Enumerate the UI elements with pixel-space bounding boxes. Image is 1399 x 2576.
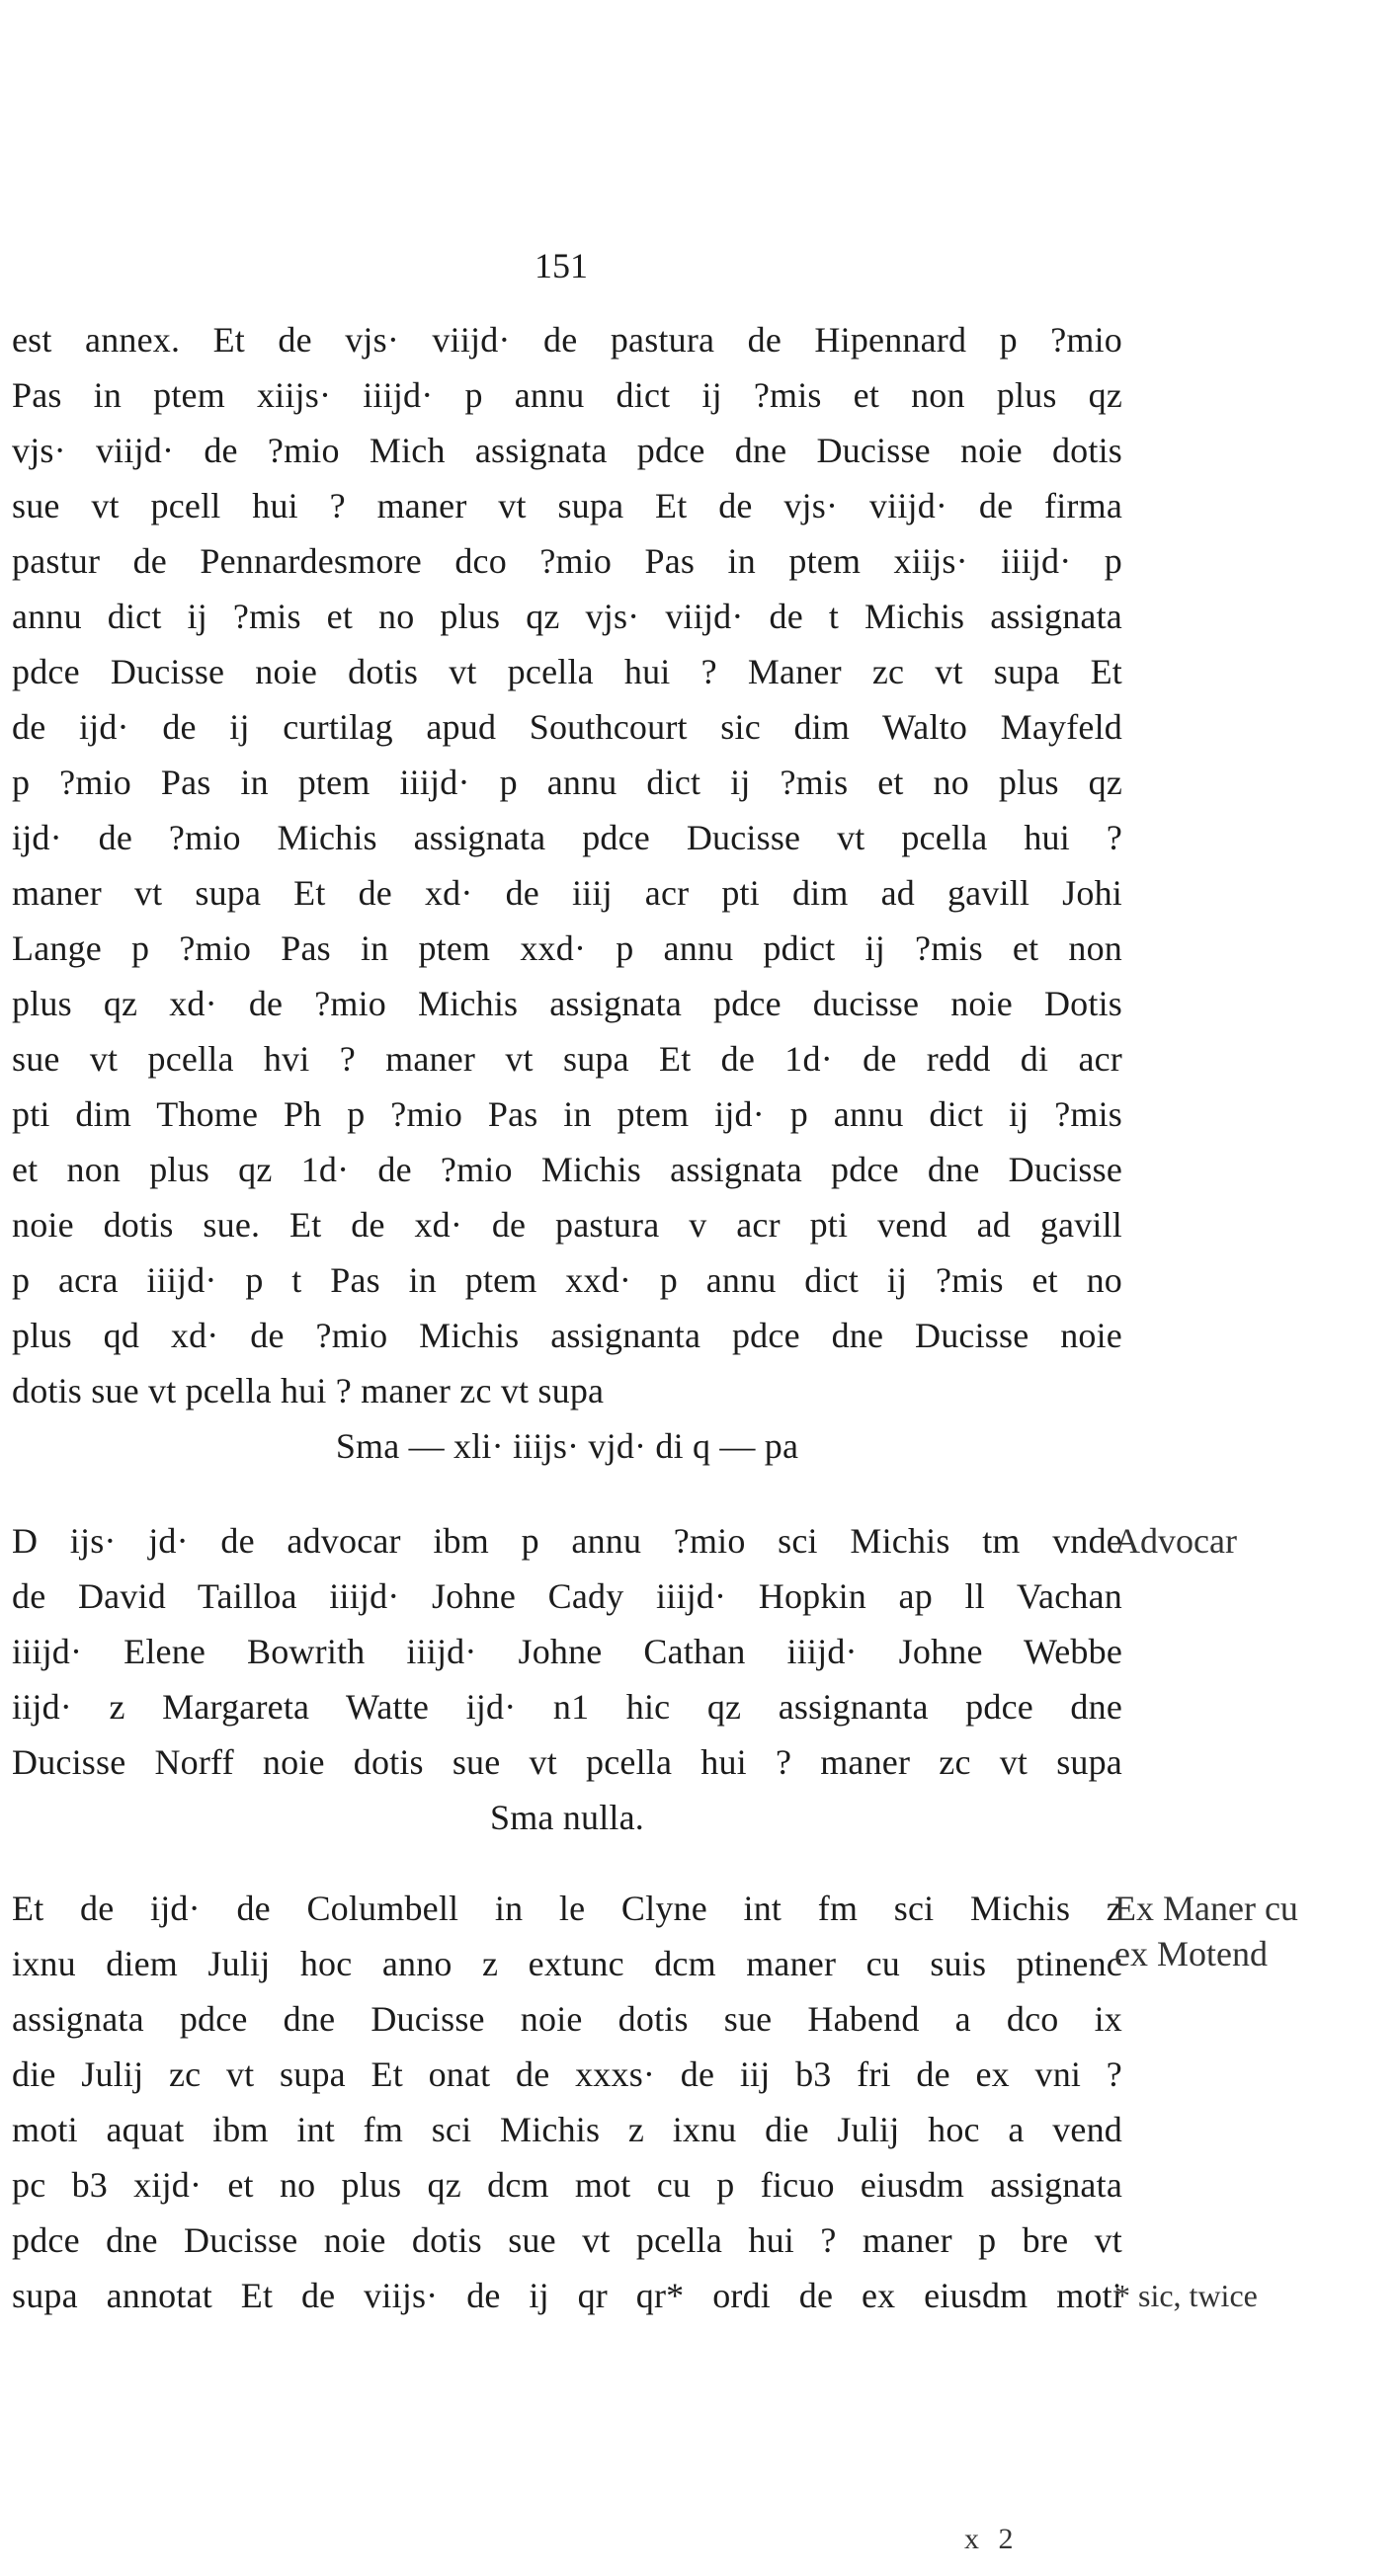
text-line: pastur de Pennardesmore dco ?mio Pas in ptem xiijs· iiijd· p	[12, 541, 1122, 581]
text-line: noie dotis sue. Et de xd· de pastura v acr pti vend ad gavill	[12, 1205, 1122, 1245]
text-line: ijd· de ?mio Michis assignata pdce Ducisse vt pcella hui ?	[12, 818, 1122, 857]
paragraph-2	[12, 1513, 1122, 1845]
text-line: Et de ijd· de Columbell in le Clyne int fm sci Michis z	[12, 1889, 1122, 1928]
text-line: dotis sue vt pcella hui ? maner zc vt supa	[12, 1371, 605, 1410]
page-number: 151	[535, 246, 588, 285]
text-line: sue vt pcell hui ? maner vt supa Et de vjs· viijd· de firma	[12, 486, 1122, 525]
text-line: et non plus qz 1d· de ?mio Michis assignata pdce dne Ducisse	[12, 1150, 1122, 1189]
text-line: est annex. Et de vjs· viijd· de pastura de Hipennard p ?mio	[12, 320, 1122, 360]
text-line: iijd· z Margareta Watte ijd· n1 hic qz assignanta pdce dne	[12, 1687, 1122, 1727]
text-line: die Julij zc vt supa Et onat de xxxs· de iij b3 fri de ex vni ?	[12, 2054, 1122, 2094]
text-line: assignata pdce dne Ducisse noie dotis sue Habend a dco ix	[12, 1999, 1122, 2039]
text-line: de ijd· de ij curtilag apud Southcourt sic dim Walto Mayfeld	[12, 707, 1122, 747]
text-line: supa annotat Et de viijs· de ij qr qr* ordi de ex eiusdm moti	[12, 2276, 1122, 2315]
text-line: Pas in ptem xiijs· iiijd· p annu dict ij ?mis et non plus qz	[12, 375, 1122, 415]
text-line: moti aquat ibm int fm sci Michis z ixnu die Julij hoc a vend	[12, 2110, 1122, 2149]
text-line: sue vt pcella hvi ? maner vt supa Et de 1d· de redd di acr	[12, 1039, 1122, 1079]
text-line: plus qz xd· de ?mio Michis assignata pdce ducisse noie Dotis	[12, 984, 1122, 1023]
text-line: pc b3 xijd· et no plus qz dcm mot cu p ficuo eiusdm assignata	[12, 2165, 1122, 2205]
paragraph-3	[12, 1881, 1122, 2323]
text-line: Lange p ?mio Pas in ptem xxd· p annu pdict ij ?mis et non	[12, 928, 1122, 968]
summa-line: Sma — xli· iiijs· vjd· di q — pa	[335, 1426, 799, 1466]
text-line: pti dim Thome Ph p ?mio Pas in ptem ijd· p annu dict ij ?mis	[12, 1094, 1122, 1134]
text-line: maner vt supa Et de xd· de iiij acr pti dim ad gavill Johi	[12, 873, 1122, 913]
signature-mark: x 2	[964, 2523, 1020, 2555]
margin-note-ex-maner: Ex Maner cu	[1114, 1889, 1298, 1928]
text-line: Ducisse Norff noie dotis sue vt pcella hui ? maner zc vt supa	[12, 1742, 1122, 1782]
text-line: p ?mio Pas in ptem iiijd· p annu dict ij ?mis et no plus qz	[12, 763, 1122, 802]
margin-note-ex-motend: ex Motend	[1114, 1934, 1268, 1973]
text-line: p acra iiijd· p t Pas in ptem xxd· p annu dict ij ?mis et no	[12, 1260, 1122, 1300]
margin-note-sic-twice: * sic, twice	[1114, 2278, 1258, 2313]
text-line: plus qd xd· de ?mio Michis assignanta pdce dne Ducisse noie	[12, 1316, 1122, 1355]
text-line: ixnu diem Julij hoc anno z extunc dcm maner cu suis ptinenc	[12, 1944, 1122, 1983]
text-line: vjs· viijd· de ?mio Mich assignata pdce dne Ducisse noie dotis	[12, 431, 1122, 470]
text-line: pdce dne Ducisse noie dotis sue vt pcella hui ? maner p bre vt	[12, 2220, 1122, 2260]
text-line: annu dict ij ?mis et no plus qz vjs· viijd· de t Michis assignata	[12, 597, 1122, 636]
text-line: de David Tailloa iiijd· Johne Cady iiijd· Hopkin ap ll Vachan	[12, 1576, 1122, 1616]
summa-line: Sma nulla.	[490, 1798, 644, 1837]
text-line: pdce Ducisse noie dotis vt pcella hui ? Maner zc vt supa Et	[12, 652, 1122, 691]
paragraph-1	[12, 312, 1122, 1474]
text-line: D ijs· jd· de advocar ibm p annu ?mio sci Michis tm vnde	[12, 1521, 1122, 1561]
margin-note-advocar: Advocar	[1114, 1521, 1237, 1561]
text-line: iiijd· Elene Bowrith iiijd· Johne Cathan iiijd· Johne Webbe	[12, 1632, 1122, 1671]
